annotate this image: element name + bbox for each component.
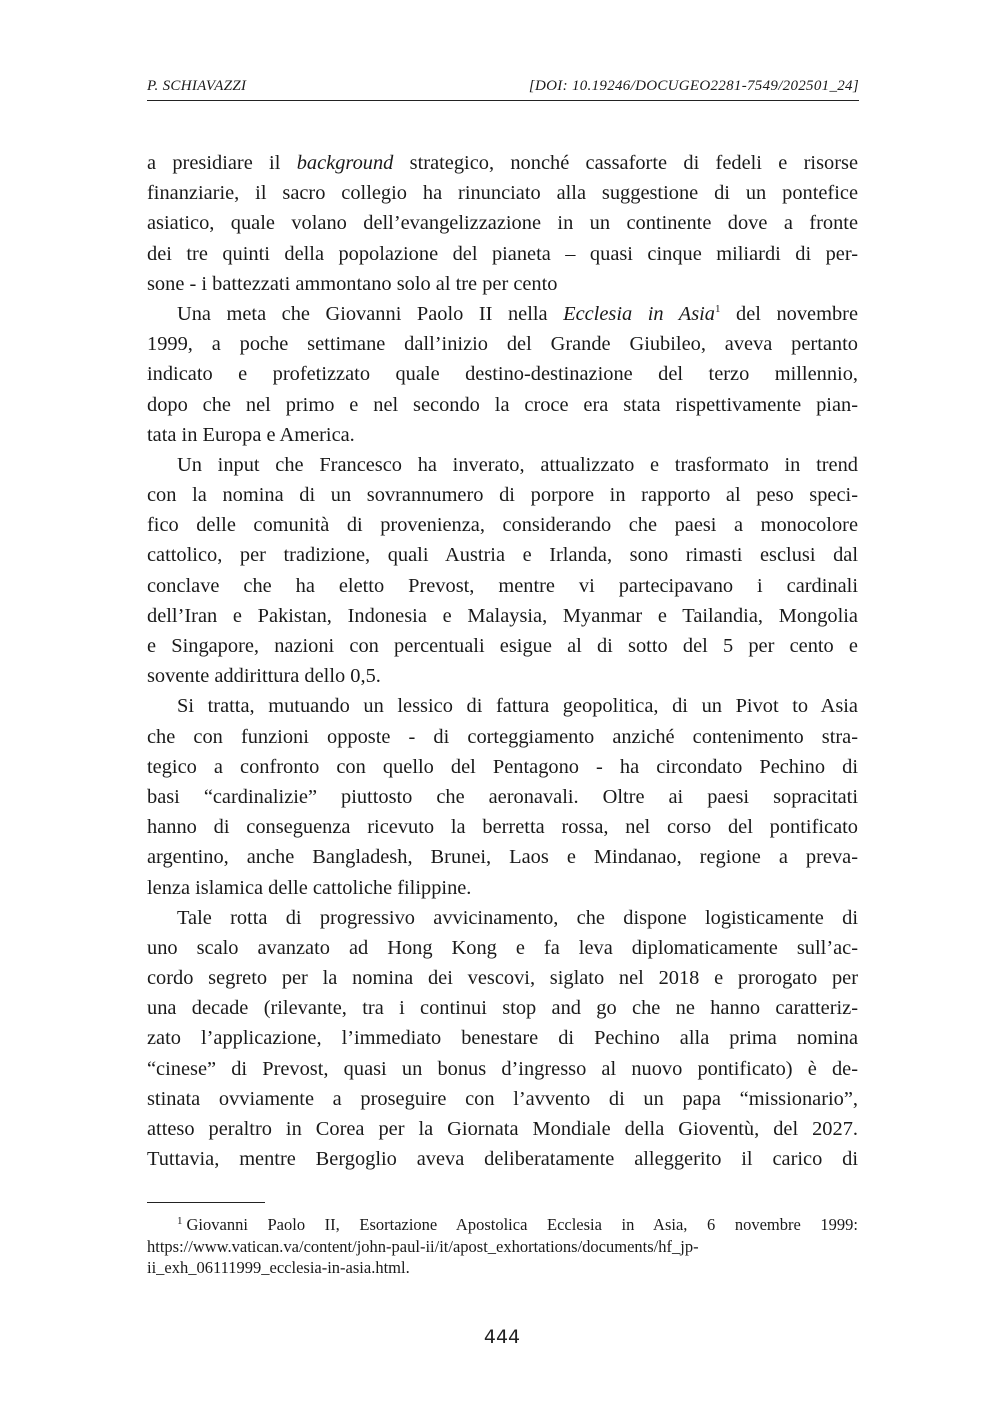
text-line: sone - i battezzati ammontano solo al tre per cento (147, 272, 558, 295)
text-line: e Singapore, nazioni con percentuali esigue al di sotto del 5 per cento e (147, 635, 858, 657)
text-line: uno scalo avanzato ad Hong Kong e fa leva diplomaticamente sull’ac- (147, 936, 858, 959)
text-line: indicato e profetizzato quale destino-destinazione del terzo millennio, (147, 363, 858, 386)
text-line: Tale rotta di progressivo avvicinamento, che dispone logisticamente di (177, 906, 858, 929)
italic-term: Ecclesia in Asia (563, 302, 715, 325)
text-line: Un input che Francesco ha inverato, attualizzato e trasformato in trend (177, 453, 858, 476)
text-line: atteso peraltro in Corea per la Giornata Mondiale della Gioventù, del 2027. (147, 1118, 858, 1140)
text-line: lenza islamica delle cattoliche filippine. (147, 876, 472, 899)
text-line: asiatico, quale volano dell’evangelizzazione in un continente dove a fronte (147, 212, 858, 235)
footnote-1 (147, 1214, 858, 1279)
text-line: a presidiare il background strategico, nonché cassaforte di fedeli e risorse (147, 152, 859, 174)
text-line: cattolico, per tradizione, quali Austria e Irlanda, sono rimasti esclusi dal (147, 544, 858, 567)
text-line: hanno di conseguenza ricevuto la berretta rossa, nel corso del pontificato (147, 816, 858, 839)
header-doi: [DOI: 10.19246/DOCUGEO2281-7549/202501_24] (528, 78, 859, 94)
text-line: 1999, a poche settimane dall’inizio del Grande Giubileo, aveva pertanto (147, 333, 858, 356)
text-line: fico delle comunità di provenienza, considerando che paesi a monocolore (147, 514, 858, 537)
header-author: P. SCHIAVAZZI (147, 78, 247, 94)
text-line: sovente addirittura dello 0,5. (147, 665, 381, 688)
text-line: finanziarie, il sacro collegio ha rinunciato alla suggestione di un pontefice (147, 182, 858, 205)
italic-term: background (296, 152, 394, 174)
text-line: argentino, anche Bangladesh, Brunei, Laos e Mindanao, regione a preva- (147, 846, 858, 869)
footnote-reference[interactable]: 1 (715, 302, 721, 315)
footnote-separator (147, 1202, 265, 1203)
text-line: zato l’applicazione, l’immediato benestare di Pechino alla prima nomina (147, 1027, 858, 1050)
text-line: una decade (rilevante, tra i continui stop and go che ne hanno caratteriz- (147, 997, 858, 1020)
text-line: Tuttavia, mentre Bergoglio aveva deliberatamente alleggerito il carico di (147, 1148, 858, 1171)
page-number: 444 (483, 1326, 521, 1348)
text-line: tegico a confronto con quello del Pentagono - ha circondato Pechino di (147, 755, 858, 778)
running-header (147, 76, 859, 101)
paragraph (147, 450, 858, 692)
body-text (147, 148, 858, 1174)
footnote-line: $^1$ Giovanni Paolo II, Esortazione Apostolica Ecclesia in Asia, 6 novembre 1999: (177, 1215, 858, 1234)
text-line: conclave che ha eletto Prevost, mentre vi partecipavano i cardinali (147, 574, 858, 597)
text-line: dei tre quinti della popolazione del pianeta – quasi cinque miliardi di per- (147, 242, 858, 265)
text-line: cordo segreto per la nomina dei vescovi, siglato nel 2018 e prorogato per (147, 967, 858, 990)
paragraph (147, 691, 858, 902)
text-line: dell’Iran e Pakistan, Indonesia e Malaysia, Myanmar e Tailandia, Mongolia (147, 604, 858, 627)
text-line: Una meta che Giovanni Paolo II nella Ecclesia in Asia$^1$ del novembre (177, 302, 858, 325)
text-line: dopo che nel primo e nel secondo la croce era stata rispettivamente pian- (147, 393, 858, 416)
text-line: Si tratta, mutuando un lessico di fattura geopolitica, di un Pivot to Asia (177, 695, 858, 718)
paragraph (147, 148, 858, 299)
paragraph (147, 903, 858, 1175)
text-line: stinata ovviamente a proseguire con l’avvento di un papa “missionario”, (147, 1087, 858, 1110)
text-line: tata in Europa e America. (147, 423, 355, 446)
text-line: basi “cardinalizie” piuttosto che aeronavali. Oltre ai paesi sopracitati (147, 785, 858, 808)
text-line: “cinese” di Prevost, quasi un bonus d’ingresso al nuovo pontificato) è de- (147, 1057, 858, 1080)
footnote-url-line[interactable]: ii_exh_06111999_ecclesia-in-asia.html. (147, 1258, 410, 1277)
paragraph (147, 299, 858, 450)
text-line: che con funzioni opposte - di corteggiamento anziché contenimento stra- (147, 725, 858, 748)
text-line: con la nomina di un sovrannumero di porpore in rapporto al peso speci- (147, 484, 858, 507)
footnote-url-line[interactable]: https://www.vatican.va/content/john-paul-ii/it/apost_exhortations/documents/hf_jp- (147, 1236, 699, 1256)
footnote-marker: 1 (177, 1215, 183, 1227)
